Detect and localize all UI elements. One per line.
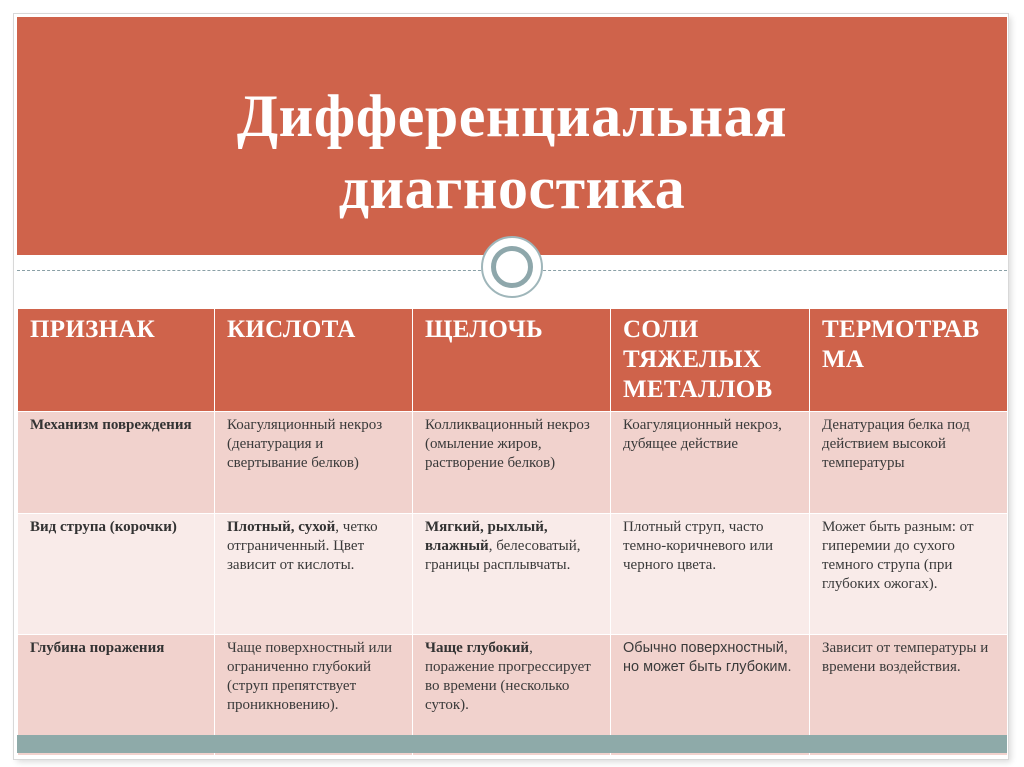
slide-title-line2: диагностика bbox=[338, 155, 686, 221]
table-header-row bbox=[18, 309, 1008, 412]
slide-title-line1: Дифференциальная bbox=[236, 83, 788, 149]
cell-alkali-depth-rest: , поражение прогрессирует во времени (несколько суток). bbox=[425, 640, 591, 713]
row-label-depth: Глубина поражения bbox=[18, 635, 215, 756]
cell-acid-scab-rest: , четко отграниченный. Цвет зависит от кислоты. bbox=[227, 519, 378, 573]
row-label-scab-type: Вид струпа (корочки) bbox=[18, 514, 215, 635]
cell-thermal-depth: Зависит от температуры и времени воздействия. bbox=[810, 635, 1008, 756]
cell-metals-depth: Обычно поверхностный, но может быть глубоким. bbox=[611, 635, 810, 756]
cell-alkali-scab-rest: , белесоватый, границы расплывчаты. bbox=[425, 538, 581, 573]
footer-bar bbox=[17, 735, 1007, 753]
cell-acid-scab bbox=[215, 514, 413, 635]
row-label-mechanism: Механизм повреждения bbox=[18, 412, 215, 514]
cell-acid-scab-bold: Плотный, сухой bbox=[227, 519, 336, 535]
cell-alkali-depth-bold: Чаще глубокий bbox=[425, 640, 530, 656]
cell-thermal-scab: Может быть разным: от гиперемии до сухого темного струпа (при глубоких ожогах). bbox=[810, 514, 1008, 635]
cell-metals-mechanism: Коагуляционный некроз, дубящее действие bbox=[611, 412, 810, 514]
table-row bbox=[18, 412, 1008, 514]
diagnosis-table bbox=[17, 308, 1008, 756]
circle-ornament-icon bbox=[491, 246, 533, 288]
cell-alkali-scab-bold: Мягкий, рыхлый, влажный bbox=[425, 519, 548, 554]
header-acid: КИСЛОТА bbox=[215, 309, 413, 412]
cell-alkali-scab bbox=[413, 514, 611, 635]
header-sign: ПРИЗНАК bbox=[18, 309, 215, 412]
cell-metals-scab: Плотный струп, часто темно-коричневого или черного цвета. bbox=[611, 514, 810, 635]
diagnosis-table-container bbox=[17, 308, 1007, 756]
cell-thermal-mechanism: Денатурация белка под действием высокой температуры bbox=[810, 412, 1008, 514]
cell-alkali-mechanism: Колликвационный некроз (омыление жиров, растворение белков) bbox=[413, 412, 611, 514]
table-row bbox=[18, 514, 1008, 635]
slide-title bbox=[17, 80, 1007, 224]
cell-acid-mechanism: Коагуляционный некроз (денатурация и свертывание белков) bbox=[215, 412, 413, 514]
cell-acid-depth: Чаще поверхностный или ограниченно глубокий (струп препятствует проникновению). bbox=[215, 635, 413, 756]
header-thermal-injury: ТЕРМОТРАВ МА bbox=[810, 309, 1008, 412]
header-heavy-metal-salts: СОЛИ ТЯЖЕЛЫХ МЕТАЛЛОВ bbox=[611, 309, 810, 412]
header-alkali: ЩЕЛОЧЬ bbox=[413, 309, 611, 412]
